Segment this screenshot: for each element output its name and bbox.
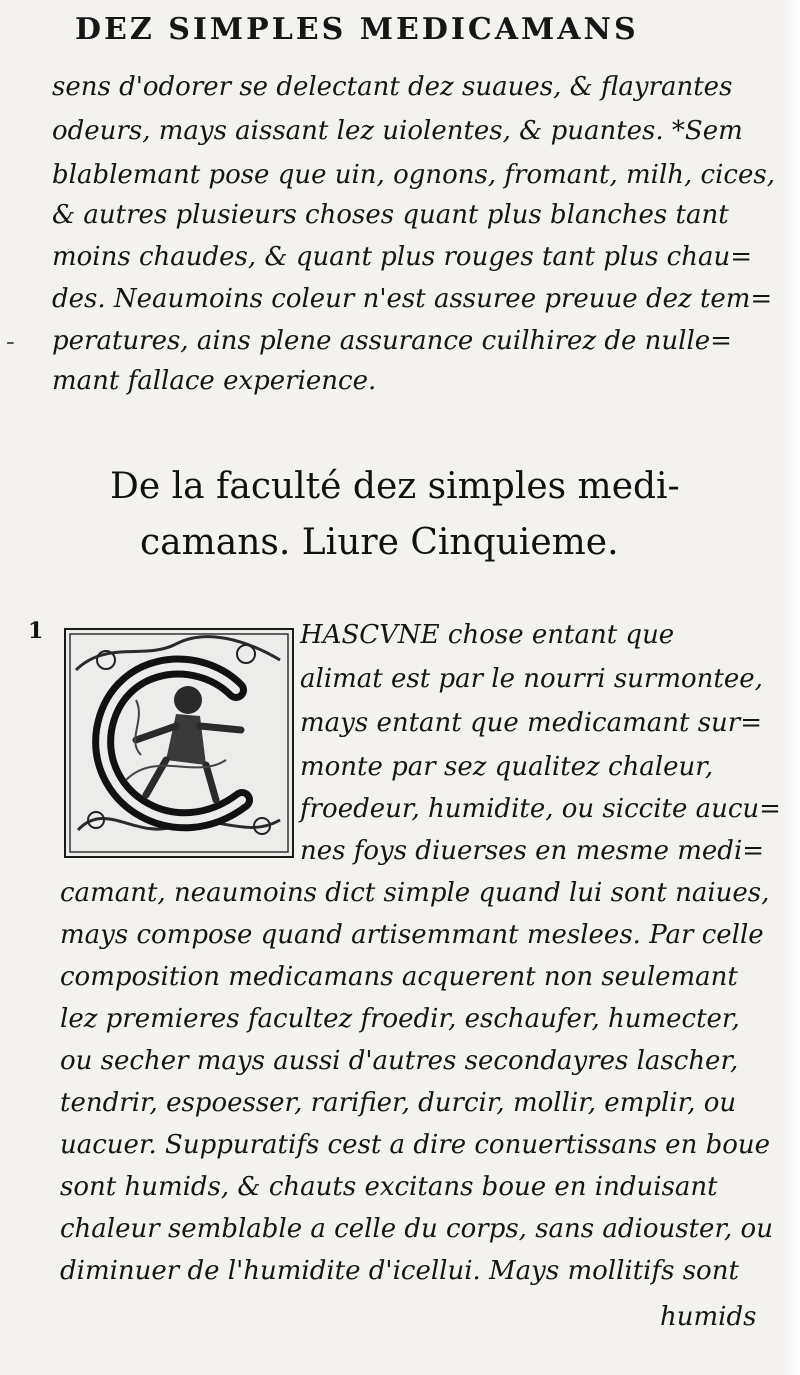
text-line: des. Neaumoins coleur n'est assuree preuue dez tem= — [52, 284, 773, 314]
text-line: nes foys diuerses en mesme medi= — [300, 836, 765, 866]
margin-marker: - — [6, 327, 15, 357]
chapter-heading-line-2: camans. Liure Cinquieme. — [140, 522, 619, 563]
text-line: odeurs, mays aissant lez uiolentes, & puantes. *Sem — [52, 116, 743, 146]
text-line: camant, neaumoins dict simple quand lui sont naiues, — [60, 878, 770, 908]
running-title: DEZ SIMPLES MEDICAMANS — [75, 12, 639, 47]
text-line: peratures, ains plene assurance cuilhirez de nulle= — [52, 326, 732, 356]
text-line: sont humids, & chauts excitans boue en induisant — [60, 1172, 718, 1202]
text-line: monte par sez qualitez chaleur, — [300, 752, 714, 782]
text-line: chaleur semblable a celle du corps, sans adiouster, ou — [60, 1214, 773, 1244]
section-number: 1 — [28, 618, 44, 644]
text-line: uacuer. Suppuratifs cest a dire conuertissans en boue — [60, 1130, 771, 1160]
text-line: & autres plusieurs choses quant plus blanches tant — [52, 200, 729, 230]
chapter-heading-line-1: De la faculté dez simples medi- — [110, 466, 680, 507]
text-line: mays compose quand artisemmant meslees. Par celle — [60, 920, 764, 950]
woodcut-initial-illustration — [66, 630, 292, 856]
text-line: blablemant pose que uin, ognons, fromant, milh, cices, — [52, 160, 775, 190]
text-line: mays entant que medicamant sur= — [300, 708, 763, 738]
page-edge — [782, 0, 800, 1375]
text-line: tendrir, espoesser, rarifier, durcir, mollir, emplir, ou — [60, 1088, 737, 1118]
catchword: humids — [660, 1302, 757, 1332]
text-line: lez premieres facultez froedir, eschaufer, humecter, — [60, 1004, 740, 1034]
text-line: alimat est par le nourri surmontee, — [300, 664, 763, 694]
text-line: composition medicamans acquerent non seulemant — [60, 962, 738, 992]
text-line: mant fallace experience. — [52, 366, 377, 396]
text-line: diminuer de l'humidite d'icellui. Mays mollitifs sont — [60, 1256, 739, 1286]
text-line: sens d'odorer se delectant dez suaues, & flayrantes — [52, 72, 733, 102]
text-line: moins chaudes, & quant plus rouges tant plus chau= — [52, 242, 753, 272]
text-line: HASCVNE chose entant que — [300, 620, 675, 650]
text-line: ou secher mays aussi d'autres secondayres lascher, — [60, 1046, 739, 1076]
text-line: froedeur, humidite, ou siccite aucu= — [300, 794, 781, 824]
decorated-initial — [64, 628, 294, 858]
